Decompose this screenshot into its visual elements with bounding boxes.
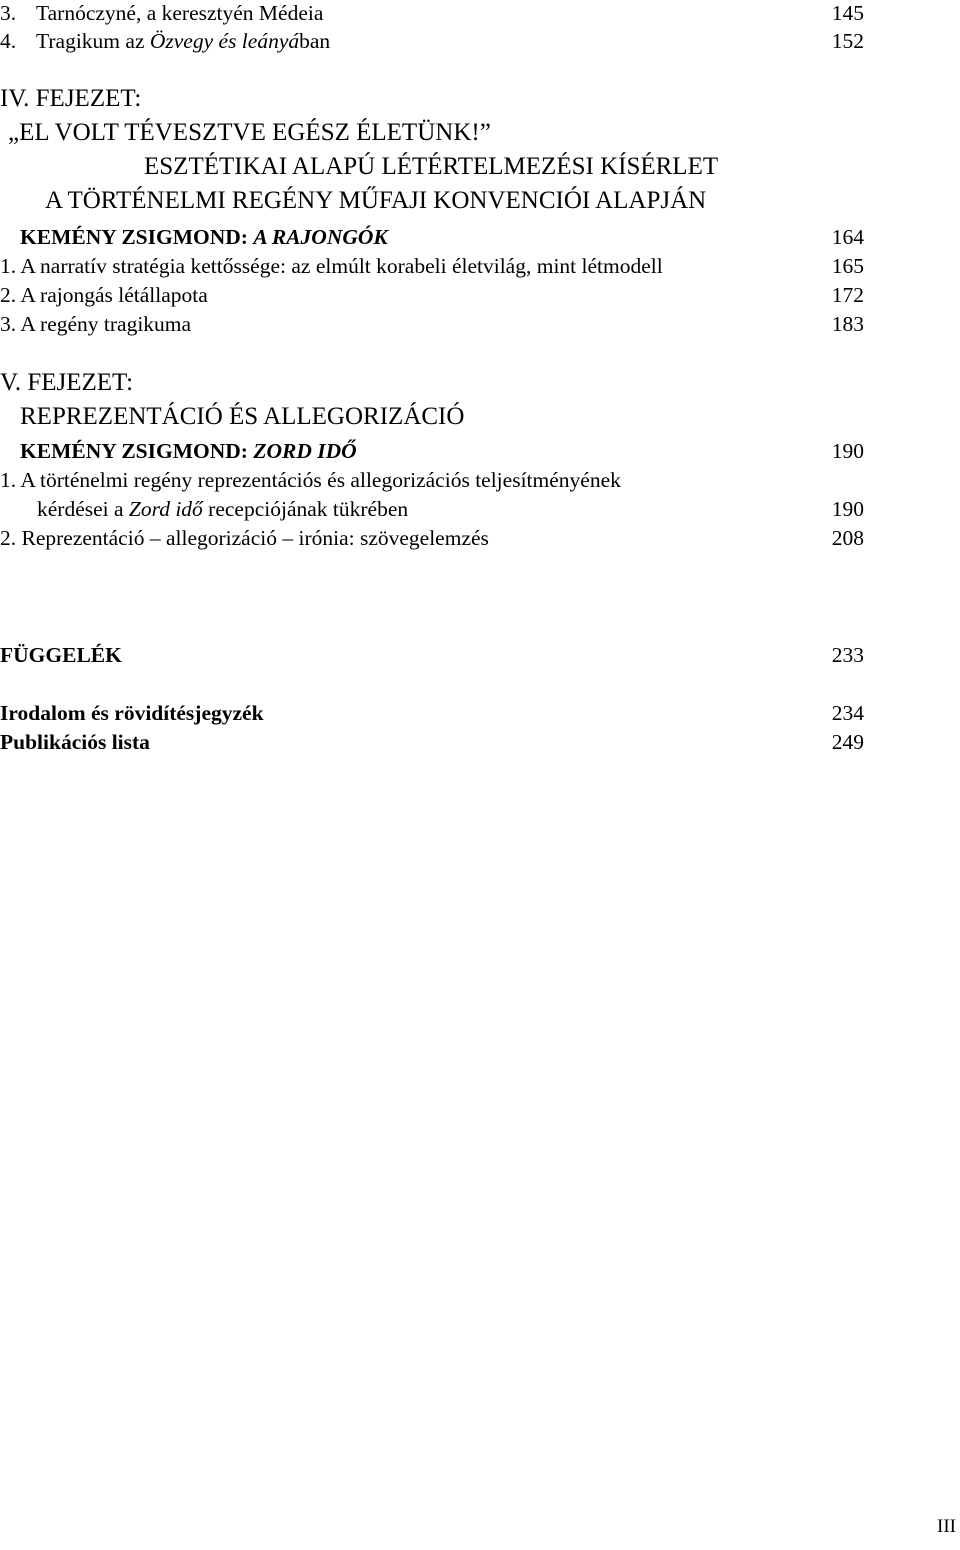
toc-entry: 3. A regény tragikuma bbox=[0, 312, 192, 336]
entry-page: 172 bbox=[831, 283, 864, 307]
chapter-heading: V. FEJEZET: bbox=[0, 369, 134, 396]
entry-title-italic: Özvegy és leányá bbox=[149, 29, 300, 53]
entry-italic: Zord idő bbox=[128, 497, 203, 521]
toc-entry-continuation bbox=[37, 496, 408, 522]
toc-entry: 2. A rajongás létállapota bbox=[0, 283, 208, 307]
appendix-item: Irodalom és rövidítésjegyzék bbox=[0, 701, 264, 725]
entry-post: recepciójának tükrében bbox=[202, 497, 409, 521]
toc-entry bbox=[0, 0, 323, 26]
chapter-heading: IV. FEJEZET: bbox=[0, 85, 142, 112]
author: KEMÉNY ZSIGMOND: bbox=[20, 225, 254, 249]
entry-pre: kérdései a bbox=[37, 497, 129, 521]
toc-entry: 2. Reprezentáció – allegorizáció – irónia: szövegelemzés bbox=[0, 526, 489, 550]
chapter-title: REPREZENTÁCIÓ ÉS ALLEGORIZÁCIÓ bbox=[20, 403, 465, 430]
chapter-author-line bbox=[20, 438, 357, 464]
chapter-title: „EL VOLT TÉVESZTVE EGÉSZ ÉLETÜNK!” bbox=[8, 119, 491, 146]
entry-number: 3. bbox=[0, 1, 17, 25]
work-title: A RAJONGÓK bbox=[253, 225, 388, 249]
page-number: III bbox=[937, 1516, 956, 1537]
chapter-page: 164 bbox=[831, 225, 864, 249]
author: KEMÉNY ZSIGMOND: bbox=[20, 439, 254, 463]
entry-title: Tarnóczyné, a keresztyén Médeia bbox=[36, 1, 324, 25]
chapter-title: A TÖRTÉNELMI REGÉNY MŰFAJI KONVENCIÓI ALAPJÁN bbox=[45, 187, 707, 214]
entry-title-pre: Tragikum az bbox=[36, 29, 150, 53]
chapter-title: ESZTÉTIKAI ALAPÚ LÉTÉRTELMEZÉSI KÍSÉRLET bbox=[144, 153, 719, 180]
entry-title-post: ban bbox=[299, 29, 331, 53]
appendix-title: FÜGGELÉK bbox=[0, 643, 122, 667]
entry-page: 165 bbox=[831, 254, 864, 278]
appendix-page: 233 bbox=[831, 643, 864, 667]
appendix-item-page: 249 bbox=[831, 730, 864, 754]
entry-page: 208 bbox=[831, 526, 864, 550]
entry-page: 145 bbox=[831, 1, 864, 25]
toc-entry: 1. A narratív stratégia kettőssége: az elmúlt korabeli életvilág, mint létmodell bbox=[0, 254, 663, 278]
entry-page: 183 bbox=[831, 312, 864, 336]
entry-number: 4. bbox=[0, 29, 17, 53]
appendix-item: Publikációs lista bbox=[0, 730, 150, 754]
entry-page: 190 bbox=[831, 497, 864, 521]
chapter-page: 190 bbox=[831, 439, 864, 463]
toc-entry: 1. A történelmi regény reprezentációs és allegorizációs teljesítményének bbox=[0, 468, 621, 492]
appendix-item-page: 234 bbox=[831, 701, 864, 725]
chapter-author-line bbox=[20, 224, 388, 250]
work-title: ZORD IDŐ bbox=[253, 439, 357, 463]
toc-entry bbox=[0, 28, 330, 54]
entry-page: 152 bbox=[831, 29, 864, 53]
